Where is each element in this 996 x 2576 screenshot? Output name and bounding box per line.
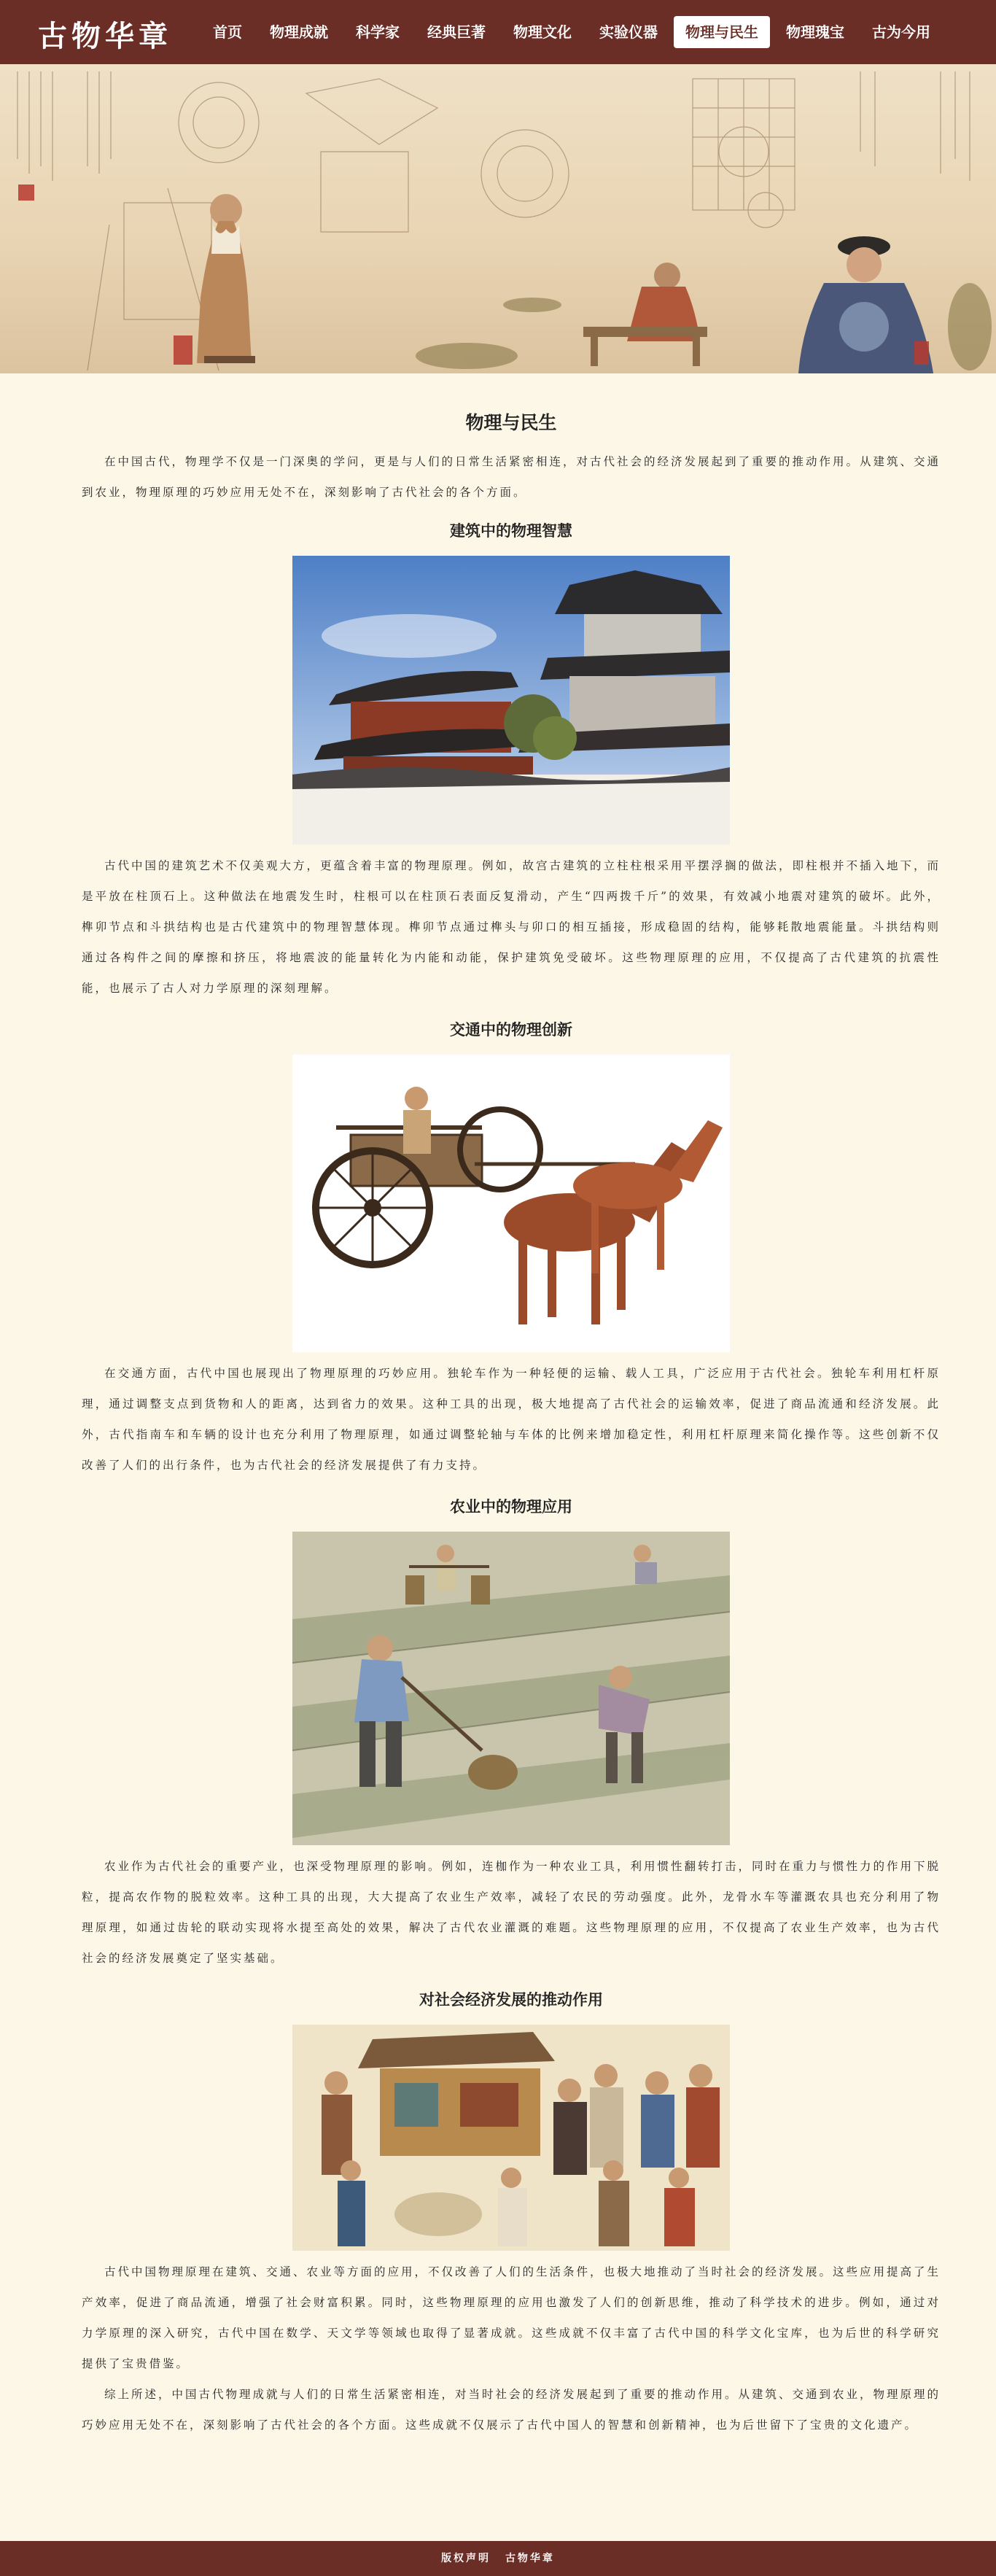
section-title-transport: 交通中的物理创新	[450, 1020, 572, 1039]
page-title: 物理与民生	[465, 412, 557, 433]
hero-banner-illustration	[0, 64, 996, 373]
nav-item-achievements[interactable]: 物理成就	[270, 23, 328, 41]
section-title-architecture: 建筑中的物理智慧	[450, 521, 572, 540]
market-image	[292, 2025, 730, 2251]
section-text-architecture: 古代中国的建筑艺术不仅美观大方，更蕴含着丰富的物理原理。例如，故宫古建筑的立柱柱根采用平摆浮搁的做法，即柱根并不插入地下，而是平放在柱顶石上。这种做法在地震发生时，柱根可以在柱顶石表面反复滑动，产生“四两拨千斤”的效果，有效减小地震对建筑的破坏。此外，榫卯节点和斗拱结构也是古代建筑中的物理智慧体现。榫卯节点通过榫头与卯口的相互插接，形成稳固的结构，能够耗散地震能量。斗拱结构则通过各构件之间的摩擦和挤压，将地震波的能量转化为内能和动能，保护建筑免受破坏。这些物理原理的应用，不仅提高了古代建筑的抗震性能，也展示了古人对力学原理的深刻理解。	[82, 859, 941, 995]
section-title-economy: 对社会经济发展的推动作用	[419, 1990, 603, 2009]
main-menu	[201, 16, 946, 48]
nav-item-classics[interactable]: 经典巨著	[427, 23, 486, 41]
footer-copyright-link[interactable]: 版权声明	[441, 2553, 491, 2564]
section-text-transport: 在交通方面，古代中国也展现出了物理原理的巧妙应用。独轮车作为一种轻便的运输、载人工具，广泛应用于古代社会。独轮车利用杠杆原理，通过调整支点到货物和人的距离，达到省力的效果。这种工具的出现，极大地提高了古代社会的运输效率，促进了商品流通和经济发展。此外，古代指南车和车辆的设计也充分利用了物理原理，如通过调整轮轴与车体的比例来增加稳定性，利用杠杆原理来简化操作等。这些创新不仅改善了人们的出行条件，也为古代社会的经济发展提供了有力支持。	[82, 1367, 941, 1472]
nav-item-instruments[interactable]: 实验仪器	[599, 23, 658, 41]
conclusion-paragraph: 综上所述，中国古代物理成就与人们的日常生活紧密相连，对当时社会的经济发展起到了重要的推动作用。从建筑、交通到农业，物理原理的巧妙应用无处不在，深刻影响了古代社会的各个方面。这些成就不仅展示了古代中国人的智慧和创新精神，也为后世留下了宝贵的文化遗产。	[82, 2388, 941, 2432]
section-title-agriculture: 农业中的物理应用	[450, 1497, 572, 1516]
top-navbar	[0, 0, 996, 64]
nav-item-culture[interactable]: 物理文化	[513, 23, 572, 41]
main-content	[82, 408, 941, 2440]
nav-item-modern-use[interactable]: 古为今用	[872, 23, 930, 41]
nav-item-home[interactable]: 首页	[213, 23, 242, 41]
banner-artwork	[0, 64, 996, 373]
footer-site-name: 古物华章	[505, 2553, 555, 2564]
nav-item-livelihood[interactable]: 物理与民生	[674, 16, 770, 48]
section-text-economy: 古代中国物理原理在建筑、交通、农业等方面的应用，不仅改善了人们的生活条件，也极大地推动了当时社会的经济发展。这些应用提高了生产效率，促进了商品流通，增强了社会财富积累。同时，这些物理原理的应用也激发了人们的创新思维，推动了科学技术的进步。例如，通过对力学原理的深入研究，古代中国在数学、天文学等领域也取得了显著成就。这些成就不仅丰富了古代中国的科学文化宝库，也为后世的科学研究提供了宝贵借鉴。	[82, 2265, 941, 2370]
agriculture-image	[292, 1532, 730, 1845]
chariot-image	[292, 1055, 730, 1352]
architecture-image	[292, 556, 730, 845]
section-text-agriculture: 农业作为古代社会的重要产业，也深受物理原理的影响。例如，连枷作为一种农业工具，利用惯性翻转打击，同时在重力与惯性力的作用下脱粒，提高农作物的脱粒效率。这种工具的出现，大大提高了农业生产效率，减轻了农民的劳动强度。此外，龙骨水车等灌溉农具也充分利用了物理原理，如通过齿轮的联动实现将水提至高处的效果，解决了古代农业灌溉的难题。这些物理原理的应用，不仅提高了农业生产效率，也为古代社会的经济发展奠定了坚实基础。	[82, 1860, 941, 1965]
nav-item-scientists[interactable]: 科学家	[356, 23, 400, 41]
footer	[0, 2541, 996, 2576]
intro-paragraph: 在中国古代，物理学不仅是一门深奥的学问，更是与人们的日常生活紧密相连，对古代社会的经济发展起到了重要的推动作用。从建筑、交通到农业，物理原理的巧妙应用无处不在，深刻影响了古代社会的各个方面。	[82, 455, 941, 499]
nav-item-treasures[interactable]: 物理瑰宝	[786, 23, 844, 41]
site-logo[interactable]: 古物华章	[38, 19, 172, 53]
